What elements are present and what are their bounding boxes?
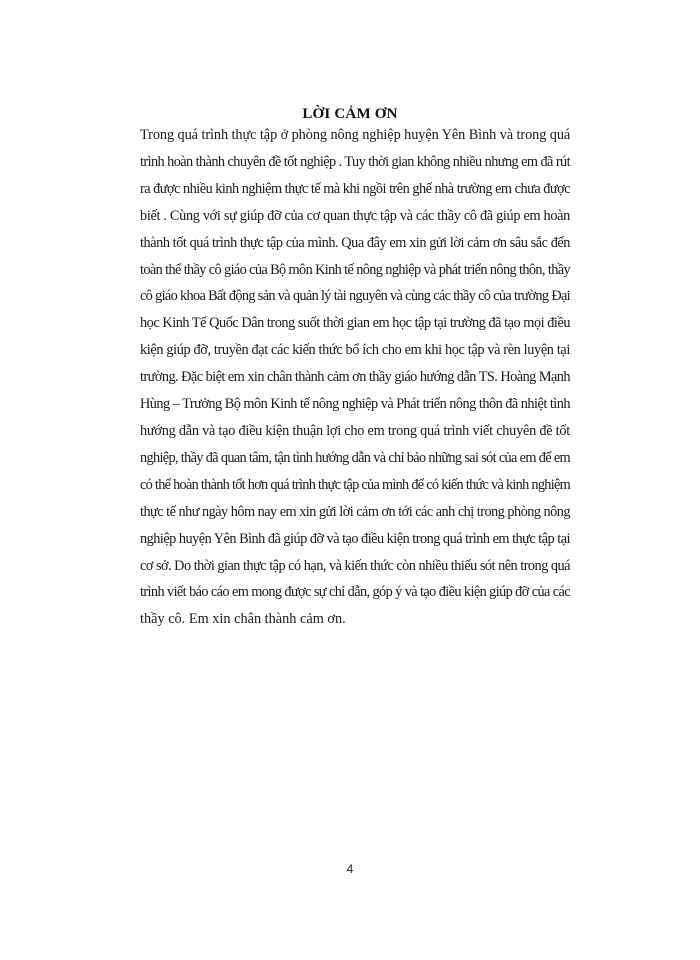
paragraph-line: cô giáo khoa Bất động sản và quản lý tài nguyên và cùng các thầy cô của trường Đại — [140, 288, 570, 305]
paragraph-line: hướng dẫn và tạo điều kiện thuận lợi cho em trong quá trình viết chuyên đề tốt — [140, 422, 570, 439]
page-title: LỜI CẢM ƠN — [302, 106, 398, 122]
paragraph-line: Trong quá trình thực tập ở phòng nông nghiệp huyện Yên Bình và trong quá — [140, 127, 571, 143]
paragraph-line: nghiệp, thầy đã quan tâm, tận tình hướng dẫn và chỉ bảo những sai sót của em để em — [140, 449, 570, 466]
paragraph-line: nghiệp huyện Yên Bình đã giúp đỡ và tạo điều kiện trong quá trình em thực tập tại — [140, 530, 570, 547]
paragraph-line: học Kinh Tế Quốc Dân trong suốt thời gian em học tập tại trường đã tạo mọi điều — [140, 315, 570, 332]
paragraph-line: thầy cô. Em xin chân thành cảm ơn. — [140, 611, 346, 628]
acknowledgement-paragraph — [140, 122, 570, 633]
paragraph-line: thực tế như ngày hôm nay em xin gửi lời cảm ơn tới các anh chị trong phòng nông — [140, 503, 570, 520]
paragraph-line: toàn thể thầy cô giáo của Bộ môn Kinh tế nông nghiệp và phát triển nông thôn, thầy — [140, 261, 570, 278]
paragraph-line: biết . Cùng với sự giúp đỡ của cơ quan thực tập và các thầy cô đã giúp em hoàn — [140, 207, 570, 224]
paragraph-line: thành tốt quá trình thực tập của mình. Qua đây em xin gửi lời cảm ơn sâu sắc đến — [140, 234, 570, 251]
paragraph-line: cơ sở. Do thời gian thực tập có hạn, và kiến thức còn nhiều thiếu sót nên trong quá — [140, 557, 570, 574]
paragraph-line: trình hoàn thành chuyên đề tốt nghiệp . Tuy thời gian không nhiều nhưng em đã rút — [140, 153, 570, 170]
paragraph-line: có thể hoàn thành tốt hơn quá trình thực tập của mình để có kiến thức và kinh nghiệm — [140, 476, 570, 493]
paragraph-line: Hùng – Trưởng Bộ môn Kinh tế nông nghiệp và Phát triển nông thôn đã nhiệt tình — [140, 396, 570, 413]
paragraph-line: trường. Đặc biệt em xin chân thành cảm ơn thầy giáo hướng dẫn TS. Hoàng Mạnh — [140, 369, 570, 386]
page-number: 4 — [346, 862, 354, 876]
paragraph-line: kiện giúp đỡ, truyền đạt các kiến thức bổ ích cho em khi học tập và rèn luyện tại — [140, 342, 570, 359]
paragraph-line: trình viết báo cáo em mong được sự chỉ dẫn, góp ý và tạo điều kiện giúp đỡ của các — [140, 584, 570, 601]
paragraph-line: ra được nhiều kinh nghiệm thực tế mà khi ngồi trên ghế nhà trường em chưa được — [140, 180, 570, 197]
